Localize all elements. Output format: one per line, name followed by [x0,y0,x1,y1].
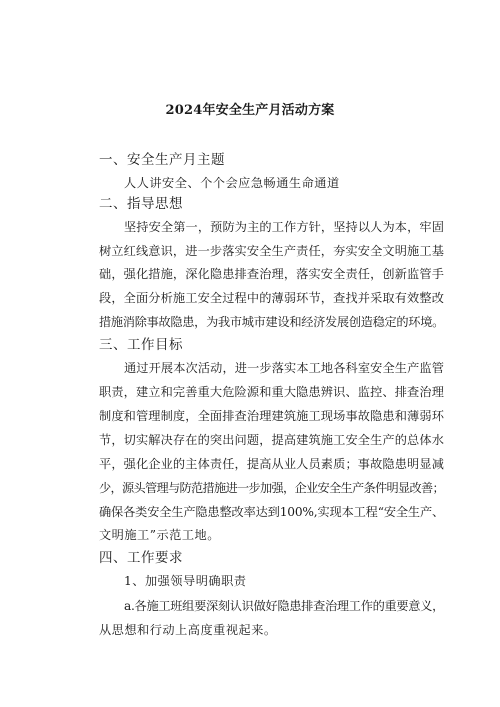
body-line: 础，强化措施，深化隐患排查治理，落实安全责任，创新监管手 [99,267,444,281]
body-line: 确保各类安全生产隐患整改率达到100%,实现本工程“安全生产、 [99,505,444,519]
body-line: 人人讲安全、个个会应急畅通生命通道 [124,176,340,190]
body-line: 平，强化企业的主体责任，提高从业人员素质；事故隐患明显减 [99,457,444,471]
body-line: 少，源头管理与防范措施进一步加强，企业安全生产条件明显改善； [99,481,444,495]
body-line: 文明施工”示范工地。 [99,528,220,542]
body-line: 从思想和行动上高度重视起来。 [99,623,277,637]
body-line: 节，切实解决存在的突出问题，提高建筑施工安全生产的总体水 [99,433,444,447]
body-line: 通过开展本次活动，进一步落实本工地各科室安全生产监管 [124,361,444,375]
section-heading-work-goals: 三、工作目标 [99,337,183,353]
body-line: a.各施工班组要深刻认识做好隐患排查治理工作的重要意义， [124,599,444,613]
body-line: 坚持安全第一，预防为主的工作方针，坚持以人为本，牢固 [124,220,444,234]
section-heading-work-requirements: 四、工作要求 [99,550,183,566]
subsection-heading: 1、加强领导明确职责 [124,574,247,588]
body-line: 段，全面分析施工安全过程中的薄弱环节，查找并采取有效整改 [99,291,444,305]
body-line: 职责，建立和完善重大危险源和重大隐患辨识、监控、排查治理 [99,385,444,399]
body-line: 制度和管理制度，全面排查治理建筑施工现场事故隐患和薄弱环 [99,409,444,423]
section-heading-guiding-ideology: 二、指导思想 [99,196,183,212]
body-line: 措施消除事故隐患，为我市城市建设和经济发展创造稳定的环境。 [99,315,444,329]
document-title: 2024年安全生产月活动方案 [165,103,335,118]
section-heading-theme: 一、安全生产月主题 [99,152,225,168]
body-line: 树立红线意识，进一步落实安全生产责任，夯实安全文明施工基 [99,244,444,258]
